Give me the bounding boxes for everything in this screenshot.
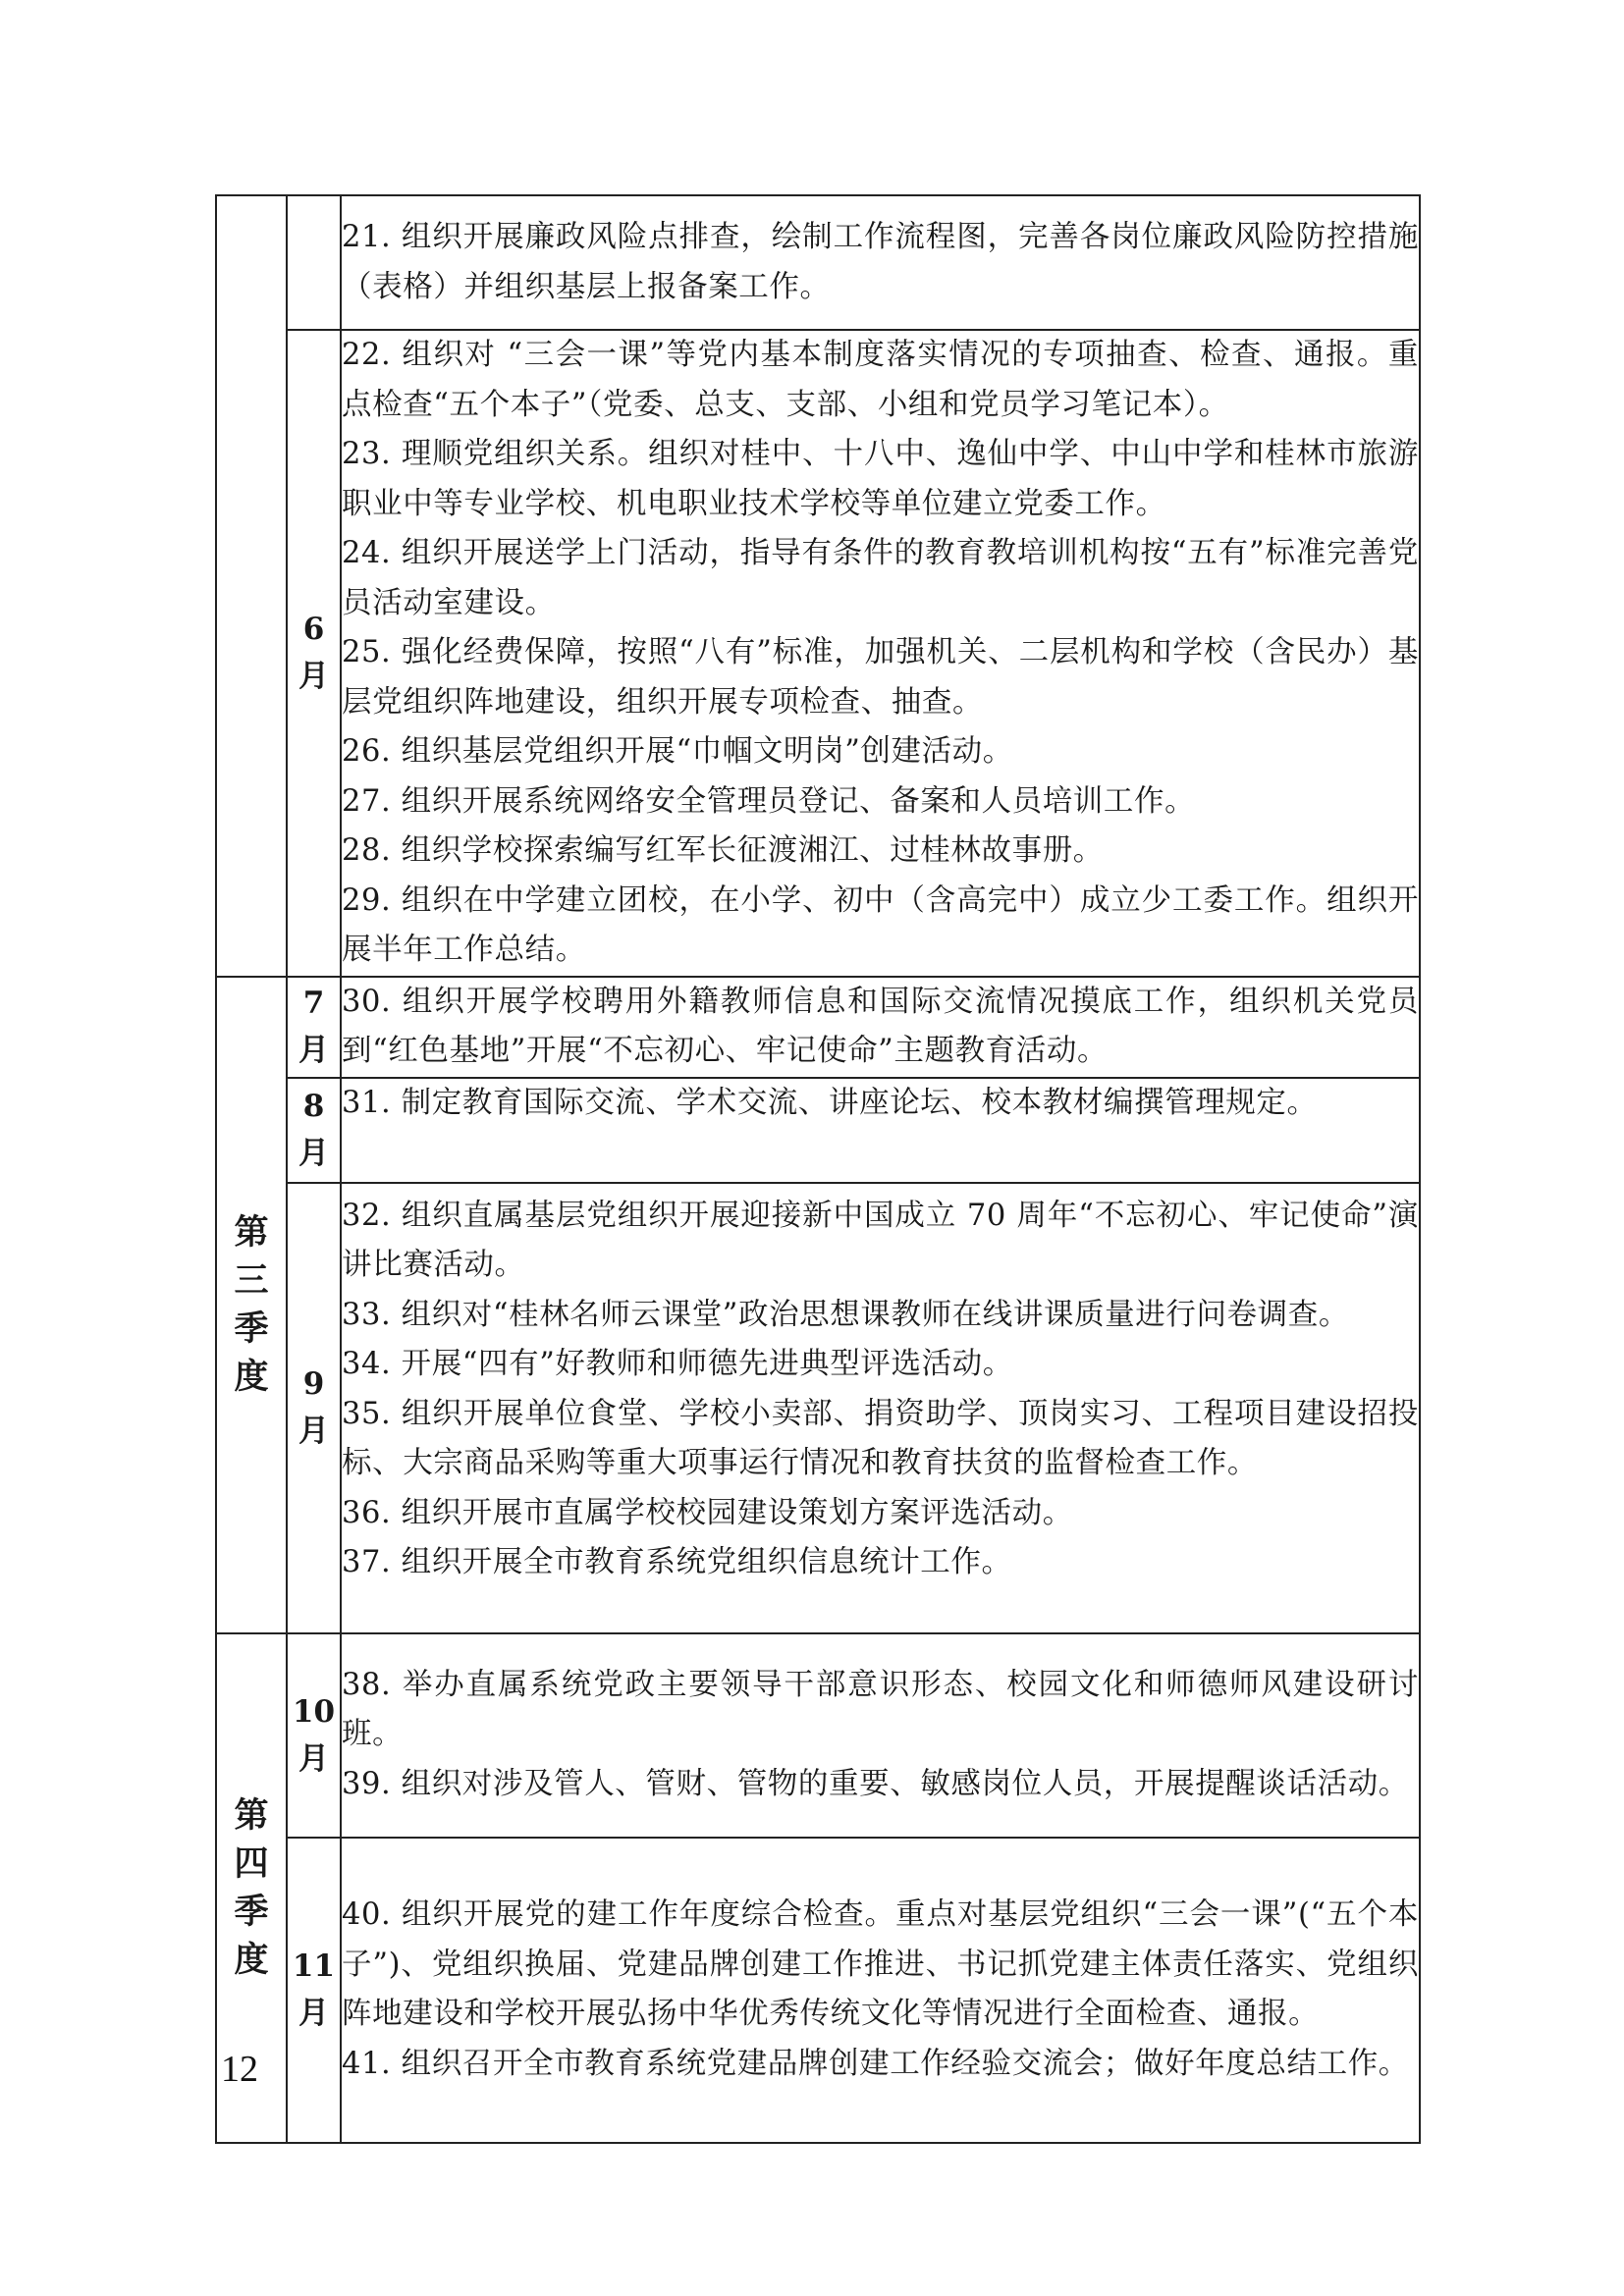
task-item: 34. 开展“四有”好教师和师德先进典型评选活动。 bbox=[342, 1347, 1013, 1381]
task-item: 41. 组织召开全市教育系统党建品牌创建工作经验交流会；做好年度总结工作。 bbox=[342, 2046, 1409, 2081]
month-cell bbox=[287, 977, 341, 1078]
quarter-label: 第四季度 bbox=[234, 1795, 269, 1980]
task-item: 24. 组织开展送学上门活动，指导有条件的教育教培训机构按“五有”标准完善党员活动室建设。 bbox=[342, 536, 1419, 620]
month-cell bbox=[287, 1183, 341, 1633]
task-item: 27. 组织开展系统网络安全管理员登记、备案和人员培训工作。 bbox=[342, 783, 1196, 819]
task-item: 39. 组织对涉及管人、管财、管物的重要、敏感岗位人员，开展提醒谈话活动。 bbox=[342, 1766, 1409, 1801]
task-item: 38. 举办直属系统党政主要领导干部意识形态、校园文化和师德师风建设研讨班。 bbox=[342, 1667, 1419, 1752]
task-cell bbox=[341, 1078, 1420, 1183]
task-cell bbox=[341, 330, 1420, 977]
month-cell bbox=[287, 195, 341, 330]
task-item: 35. 组织开展单位食堂、学校小卖部、捐资助学、顶岗实习、工程项目建设招投标、大宗商品采购等重大项事运行情况和教育扶贫的监督检查工作。 bbox=[342, 1396, 1419, 1480]
table-row bbox=[216, 1183, 1420, 1633]
task-item: 32. 组织直属基层党组织开展迎接新中国成立 70 周年“不忘初心、牢记使命”演讲比赛活动。 bbox=[342, 1198, 1419, 1282]
task-cell bbox=[341, 1633, 1420, 1838]
work-plan-table bbox=[215, 194, 1421, 2144]
task-cell bbox=[341, 1183, 1420, 1633]
page-number: 12 bbox=[221, 2049, 258, 2090]
task-item: 26. 组织基层党组织开展“巾帼文明岗”创建活动。 bbox=[342, 734, 1013, 769]
task-item: 30. 组织开展学校聘用外籍教师信息和国际交流情况摸底工作，组织机关党员到“红色基地”开展“不忘初心、牢记使命”主题教育活动。 bbox=[342, 984, 1419, 1068]
month-label: 9月 bbox=[298, 1366, 329, 1449]
quarter-cell-continued bbox=[216, 195, 287, 977]
task-cell bbox=[341, 977, 1420, 1078]
table-row bbox=[216, 1633, 1420, 1838]
task-cell bbox=[341, 195, 1420, 330]
task-item: 25. 强化经费保障，按照“八有”标准，加强机关、二层机构和学校（含民办）基层党组织阵地建设，组织开展专项检查、抽查。 bbox=[342, 635, 1419, 720]
month-label: 10月 bbox=[292, 1693, 336, 1777]
month-label: 6月 bbox=[298, 612, 329, 695]
task-item: 21. 组织开展廉政风险点排查，绘制工作流程图，完善各岗位廉政风险防控措施（表格）并组织基层上报备案工作。 bbox=[342, 220, 1419, 304]
task-item: 31. 制定教育国际交流、学术交流、讲座论坛、校本教材编撰管理规定。 bbox=[342, 1085, 1318, 1120]
month-label: 8月 bbox=[298, 1089, 329, 1171]
month-label: 7月 bbox=[298, 986, 329, 1068]
month-cell bbox=[287, 1078, 341, 1183]
table-row bbox=[216, 1838, 1420, 2143]
month-label: 11月 bbox=[292, 1949, 336, 2031]
table-row bbox=[216, 1078, 1420, 1183]
task-item: 33. 组织对“桂林名师云课堂”政治思想课教师在线讲课质量进行问卷调查。 bbox=[342, 1297, 1349, 1332]
month-cell bbox=[287, 1838, 341, 2143]
task-item: 28. 组织学校探索编写红军长征渡湘江、过桂林故事册。 bbox=[342, 833, 1104, 868]
task-item: 22. 组织对 “三会一课”等党内基本制度落实情况的专项抽查、检查、通报。重点检查“五个本子”（党委、总支、支部、小组和党员学习笔记本）。 bbox=[342, 338, 1419, 422]
table-row bbox=[216, 195, 1420, 330]
task-item: 29. 组织在中学建立团校，在小学、初中（含高完中）成立少工委工作。组织开展半年工作总结。 bbox=[342, 882, 1419, 967]
table-row bbox=[216, 977, 1420, 1078]
task-item: 36. 组织开展市直属学校校园建设策划方案评选活动。 bbox=[342, 1495, 1073, 1530]
table-row bbox=[216, 330, 1420, 977]
month-cell bbox=[287, 1633, 341, 1838]
quarter-label: 第三季度 bbox=[234, 1212, 269, 1397]
quarter-cell bbox=[216, 977, 287, 1633]
task-item: 23. 理顺党组织关系。组织对桂中、十八中、逸仙中学、中山中学和桂林市旅游职业中等专业学校、机电职业技术学校等单位建立党委工作。 bbox=[342, 437, 1419, 521]
month-cell bbox=[287, 330, 341, 977]
task-cell bbox=[341, 1838, 1420, 2143]
task-item: 40. 组织开展党的建工作年度综合检查。重点对基层党组织“三会一课”(“五个本子”)、党组织换届、党建品牌创建工作推进、书记抓党建主体责任落实、党组织阵地建设和学校开展弘扬中华优秀传统文化等情况进行全面检查、通报。 bbox=[342, 1897, 1419, 2031]
task-item: 37. 组织开展全市教育系统党组织信息统计工作。 bbox=[342, 1545, 1012, 1579]
